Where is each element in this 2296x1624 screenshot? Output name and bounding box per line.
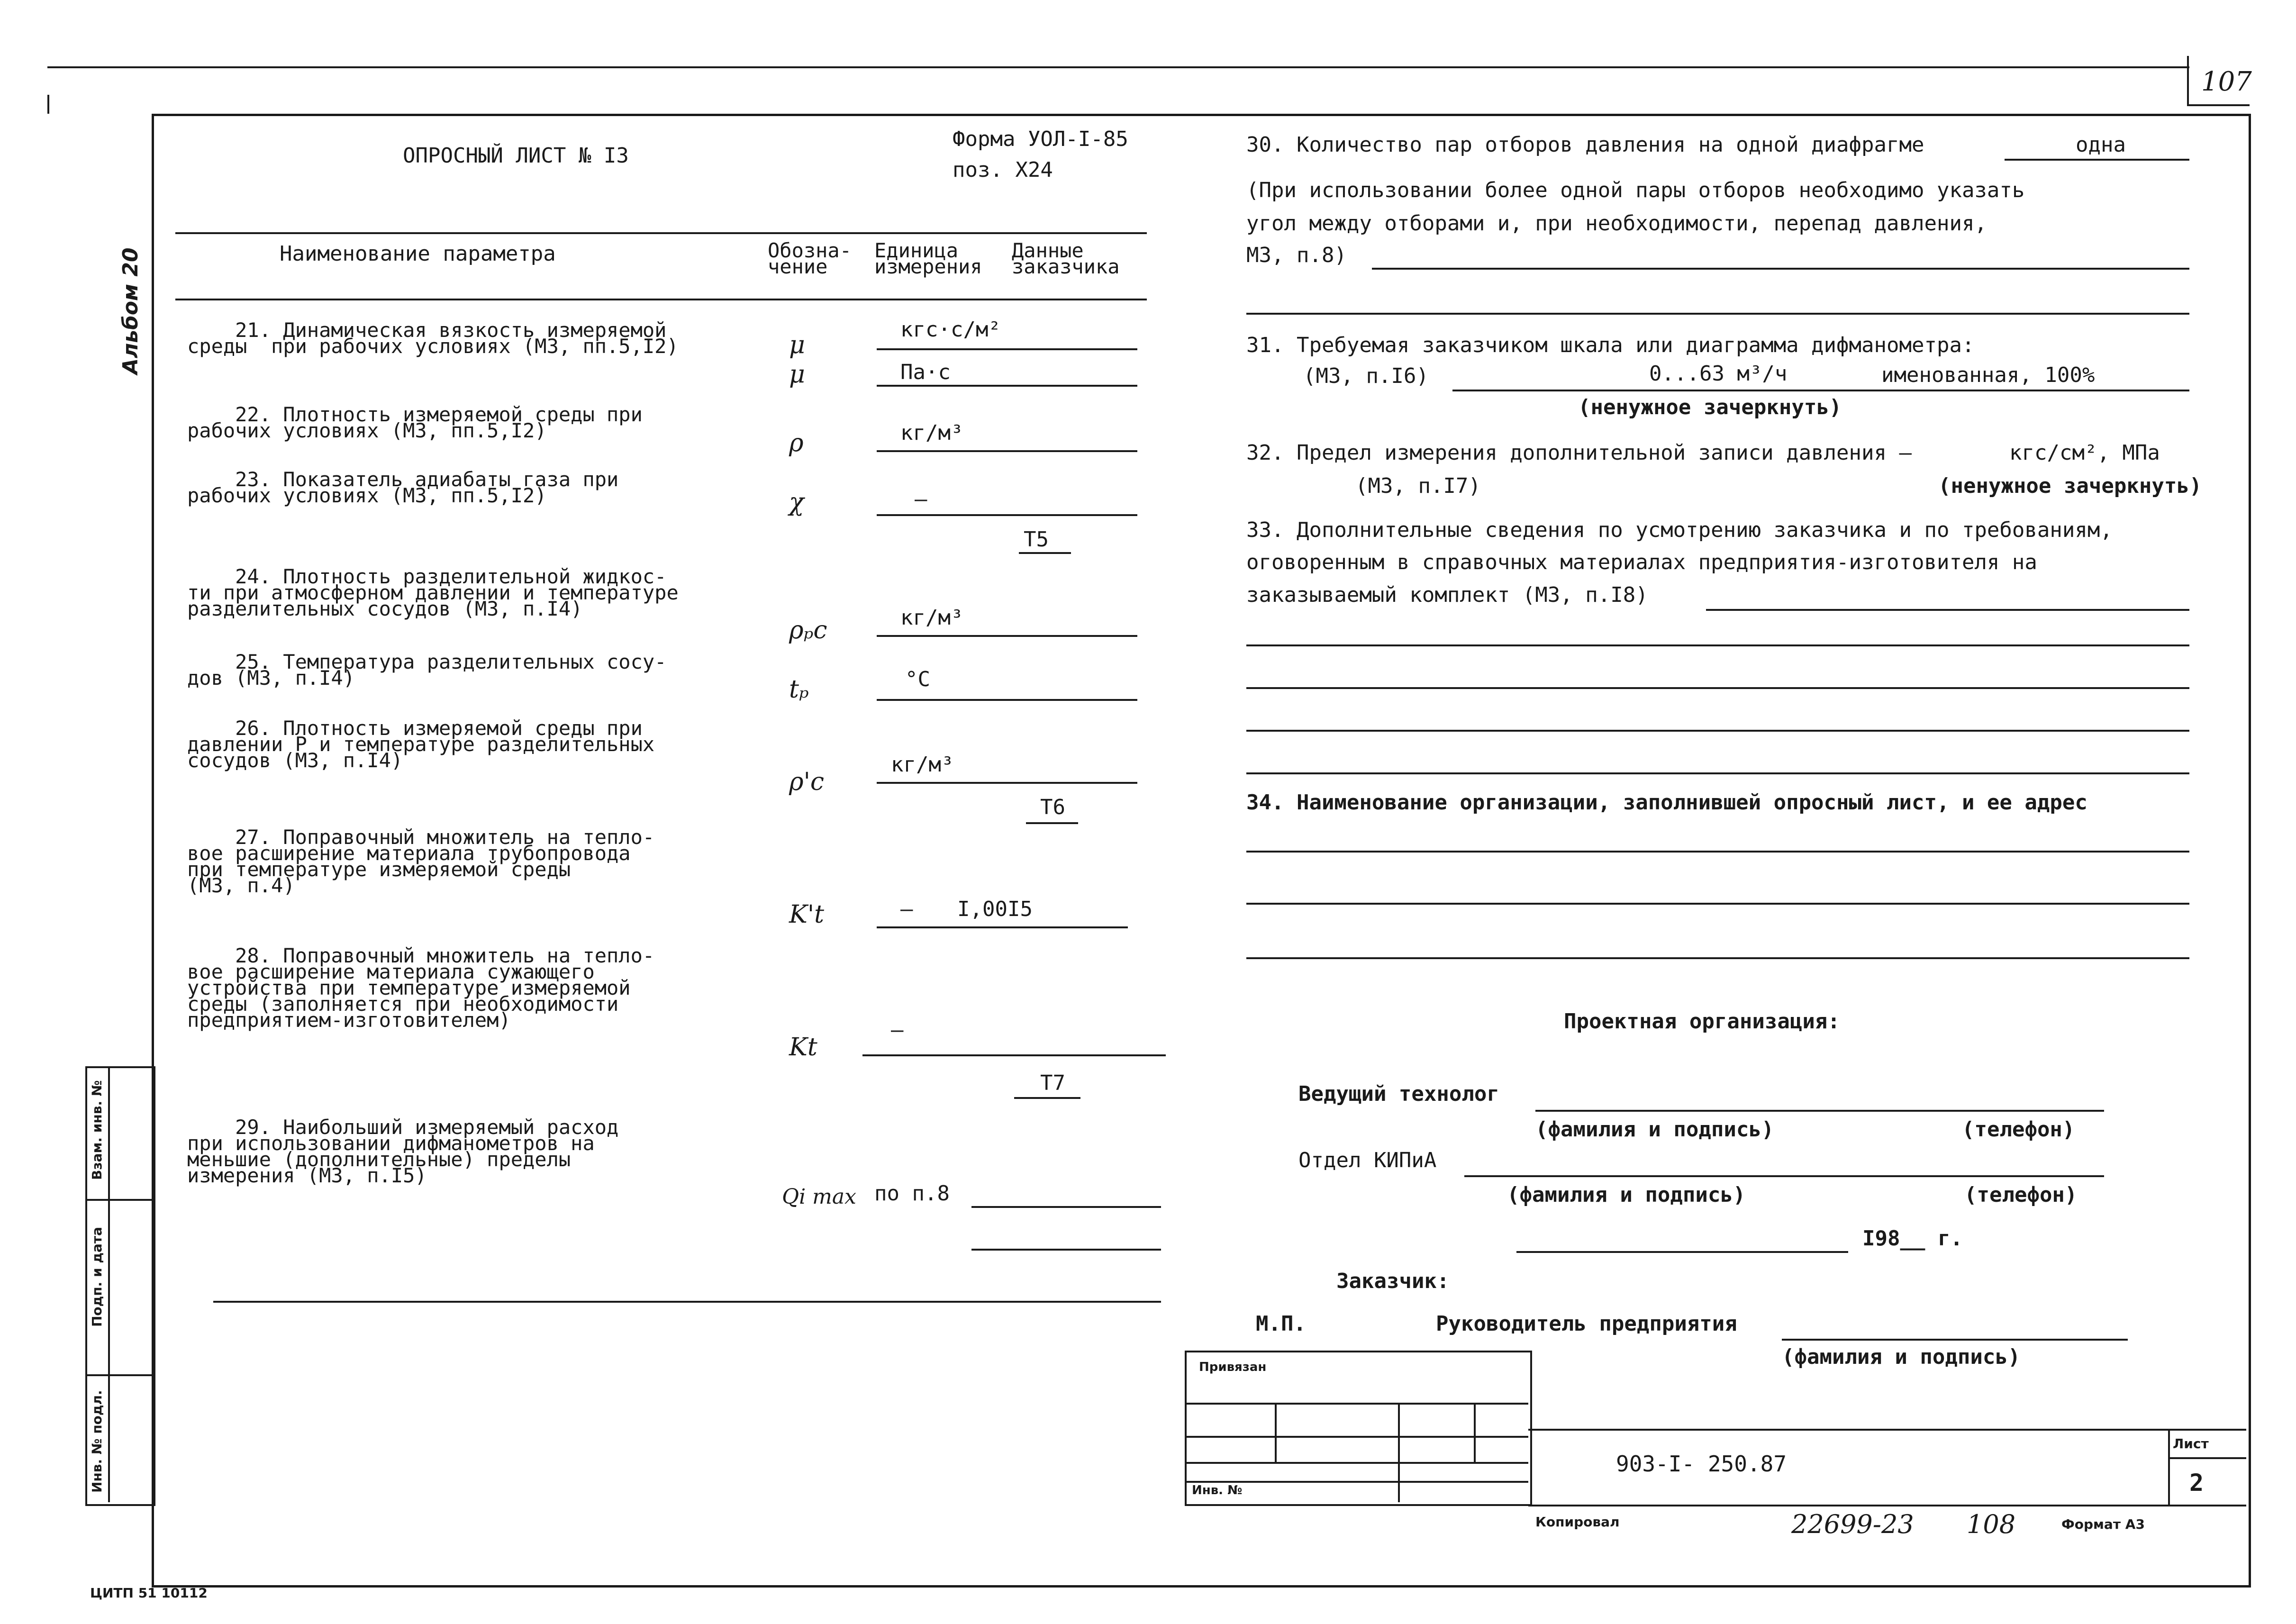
item-28: 28. Поправочный множитель на тепло- вое расширение материала сужающего устройства при температуре измеряемой среды (заполняется при необходимости предприятием-изготовителем) xyxy=(187,944,655,1032)
item-24-line xyxy=(877,635,1137,637)
header-name: Наименование параметра xyxy=(280,242,556,266)
header-unit: Единица измерения xyxy=(874,239,982,278)
head-line xyxy=(1782,1339,2128,1341)
side-stamp-b: Подп. и дата xyxy=(89,1226,105,1327)
questionnaire-title: ОПРОСНЫЙ ЛИСТ № I3 xyxy=(403,144,629,168)
q33-fill-1 xyxy=(1706,609,2189,611)
q31-line-1: 31. Требуемая заказчиком шкала или диаграмма дифманометра: xyxy=(1246,333,1975,357)
title-block-top xyxy=(1528,1429,2246,1431)
format-label: Формат А3 xyxy=(2061,1516,2145,1532)
item-21-line-2 xyxy=(877,385,1137,387)
q30-value: одна xyxy=(2076,133,2126,157)
item-29-line xyxy=(971,1206,1161,1208)
q32-line-1: 32. Предел измерения дополнительной записи давления – xyxy=(1246,441,1912,465)
date-line xyxy=(1516,1251,1848,1253)
side-stamp-c: Инв. № подл. xyxy=(89,1390,105,1493)
sheet-number: 2 xyxy=(2189,1469,2204,1497)
item-23: 23. Показатель адиабаты газа при рабочих условиях (М3, пп.5,I2) xyxy=(187,468,619,507)
item-24: 24. Плотность разделительной жидкос- ти при атмосферном давлении и температуре разделительных сосудов (М3, п.I4) xyxy=(187,565,679,620)
item-29-symbol: Qi max xyxy=(782,1185,856,1209)
item-26-line xyxy=(877,782,1137,784)
mark-t7: T7 xyxy=(1040,1071,1065,1095)
item-21-symbol-2: μ xyxy=(789,360,805,389)
side-stamp-row xyxy=(85,1374,152,1376)
item-23-line xyxy=(877,514,1137,516)
side-stamp-divider xyxy=(108,1066,110,1502)
item-22-line xyxy=(877,450,1137,452)
q30-note-3: М3, п.8) xyxy=(1246,243,1347,267)
header-top-rule xyxy=(175,232,1147,234)
item-24-unit: кг/м³ xyxy=(900,606,963,630)
header-data: Данные заказчика xyxy=(1012,239,1120,278)
stamp-col-1 xyxy=(1275,1403,1277,1462)
item-21-unit: кгс·с/м² xyxy=(900,318,1001,342)
item-28-line xyxy=(862,1054,1166,1056)
item-22-symbol: ρ xyxy=(789,429,804,457)
item-21-symbol: μ xyxy=(789,331,805,359)
item-26-symbol: ρ'c xyxy=(789,768,824,796)
q34-fill-3 xyxy=(1246,957,2189,959)
item-28-unit: – xyxy=(891,1018,904,1042)
item-28-symbol: Kt xyxy=(789,1033,817,1061)
header-bottom-rule xyxy=(175,299,1147,300)
drawing-number: 22699-23 xyxy=(1791,1509,1914,1539)
item-22: 22. Плотность измеряемой среды при рабочих условиях (М3, пп.5,I2) xyxy=(187,403,643,442)
kip-dept: Отдел КИПиА xyxy=(1298,1148,1437,1172)
item-27-line xyxy=(877,926,1128,928)
q34-fill-2 xyxy=(1246,903,2189,905)
item-25-symbol: tₚ xyxy=(789,675,809,704)
item-21-line xyxy=(877,348,1137,350)
sheet-label: Лист xyxy=(2173,1436,2209,1452)
q30-line-2 xyxy=(1372,268,2189,270)
q33-line-3: заказываемый комплект (М3, п.I8) xyxy=(1246,583,1648,607)
left-bottom-rule xyxy=(213,1301,1161,1303)
header-symbol: Обозна- чение xyxy=(768,239,852,278)
q32-line-2: (М3, п.I7) xyxy=(1355,474,1481,498)
q33-line-1: 33. Дополнительные сведения по усмотрению заказчика и по требованиям, xyxy=(1246,518,2113,542)
mark-t5-line xyxy=(1019,552,1071,554)
doc-code: 903-I- 250.87 xyxy=(1616,1451,1787,1477)
item-27-unit: – xyxy=(900,897,913,921)
position-code: поз. Х24 xyxy=(953,158,1053,182)
item-29: 29. Наибольший измеряемый расход при использовании дифманометров на меньшие (дополнительные) пределы измерения (М3, п.I5) xyxy=(187,1116,619,1187)
item-25-line xyxy=(877,699,1137,701)
form-code: Форма УОЛ-I-85 xyxy=(953,127,1128,151)
copied-label: Копировал xyxy=(1535,1514,1620,1530)
sheet-divider-h xyxy=(2168,1457,2246,1459)
item-21: 21. Динамическая вязкость измеряемой среды при рабочих условиях (М3, пп.5,I2) xyxy=(187,318,679,358)
privyazan-label: Привязан xyxy=(1199,1360,1267,1374)
top-rule xyxy=(47,66,2189,68)
head-of-enterprise: Руководитель предприятия xyxy=(1436,1312,1737,1336)
sheet-divider xyxy=(2168,1429,2170,1505)
sign-1: (фамилия и подпись) xyxy=(1535,1117,1774,1142)
stamp-row-2 xyxy=(1185,1436,1528,1438)
mark-t6-line xyxy=(1026,822,1078,824)
mark-t5: T5 xyxy=(1024,527,1049,552)
phone-2: (телефон) xyxy=(1964,1183,2078,1207)
customer: Заказчик: xyxy=(1336,1269,1450,1293)
q33-fill-2 xyxy=(1246,644,2189,646)
q32-units: кгс/см², МПа xyxy=(2009,441,2160,465)
q31-hint: (ненужное зачеркнуть) xyxy=(1578,395,1842,419)
item-27-value: I,00I5 xyxy=(957,897,1033,921)
sign-3: (фамилия и подпись) xyxy=(1782,1345,2021,1369)
item-26-unit: кг/м³ xyxy=(891,753,954,777)
q33-line-2: оговоренным в справочных материалах предприятия-изготовителя на xyxy=(1246,550,2037,574)
stamp-col-3 xyxy=(1474,1403,1476,1462)
album-label: Альбом 20 xyxy=(118,247,143,374)
item-27-symbol: K't xyxy=(789,900,825,929)
stamp-row-1 xyxy=(1185,1403,1528,1405)
footer-code: ЦИТП 51 10112 xyxy=(90,1585,208,1601)
q33-fill-3 xyxy=(1246,687,2189,689)
q31-named: именованная, 100% xyxy=(1881,363,2095,387)
item-24-symbol: ρₚc xyxy=(789,616,827,644)
q33-fill-5 xyxy=(1246,772,2189,774)
q30-line-3 xyxy=(1246,313,2189,315)
lead-technologist: Ведущий технолог xyxy=(1298,1082,1499,1106)
q31-line xyxy=(1452,390,2189,391)
q34: 34. Наименование организации, заполнившей опросный лист, и ее адрес xyxy=(1246,790,2087,815)
mark-t7-line xyxy=(1014,1097,1080,1099)
q34-fill-1 xyxy=(1246,851,2189,853)
item-22-unit: кг/м³ xyxy=(900,421,963,445)
stamp-row-3 xyxy=(1185,1462,1528,1464)
item-27: 27. Поправочный множитель на тепло- вое расширение материала трубопровода при температуре измеряемой среды (М3, п.4) xyxy=(187,826,655,897)
item-23-unit: – xyxy=(915,487,927,511)
phone-1: (телефон) xyxy=(1962,1117,2075,1142)
item-25-unit: °C xyxy=(905,667,930,691)
item-25: 25. Температура разделительных сосу- дов (М3, п.I4) xyxy=(187,650,667,690)
q30: 30. Количество пар отборов давления на одной диафрагме xyxy=(1246,133,1924,157)
stamp-row-4 xyxy=(1185,1481,1528,1483)
q31-value: 0...63 м³/ч xyxy=(1649,362,1788,386)
stamp-col-2 xyxy=(1398,1403,1400,1502)
kip-line xyxy=(1464,1175,2104,1177)
q33-fill-4 xyxy=(1246,730,2189,732)
side-stamp-a: Взам. инв. № xyxy=(89,1080,105,1180)
item-21-unit-2: Па·с xyxy=(900,360,951,384)
item-29-line-2 xyxy=(971,1249,1161,1251)
left-margin-line xyxy=(47,95,49,114)
item-29-unit: по п.8 xyxy=(874,1181,950,1206)
q32-hint: (ненужное зачеркнуть) xyxy=(1938,474,2202,498)
item-26: 26. Плотность измеряемой среды при давлении P и температуре разделительных сосудов (М3, п.I4) xyxy=(187,717,655,772)
seal-mp: М.П. xyxy=(1256,1312,1306,1336)
q30-note-1: (При использовании более одной пары отборов необходимо указать xyxy=(1246,178,2025,202)
inv-label: Инв. № xyxy=(1192,1483,1243,1497)
q31-line-2: (М3, п.I6) xyxy=(1303,364,1429,388)
title-block-bottom xyxy=(1528,1505,2246,1506)
handwritten-page: 108 xyxy=(1967,1509,2016,1539)
side-stamp-row xyxy=(85,1199,152,1201)
org-title: Проектная организация: xyxy=(1564,1009,1840,1034)
lead-technologist-line xyxy=(1535,1110,2104,1112)
item-23-symbol: χ xyxy=(789,488,804,517)
year: I98__ г. xyxy=(1862,1226,1963,1251)
mark-t6: T6 xyxy=(1040,795,1065,819)
page-number: 107 xyxy=(2201,66,2252,97)
q30-note-2: угол между отборами и, при необходимости, перепад давления, xyxy=(1246,211,1987,236)
q30-line xyxy=(2005,159,2189,161)
sign-2: (фамилия и подпись) xyxy=(1507,1183,1746,1207)
